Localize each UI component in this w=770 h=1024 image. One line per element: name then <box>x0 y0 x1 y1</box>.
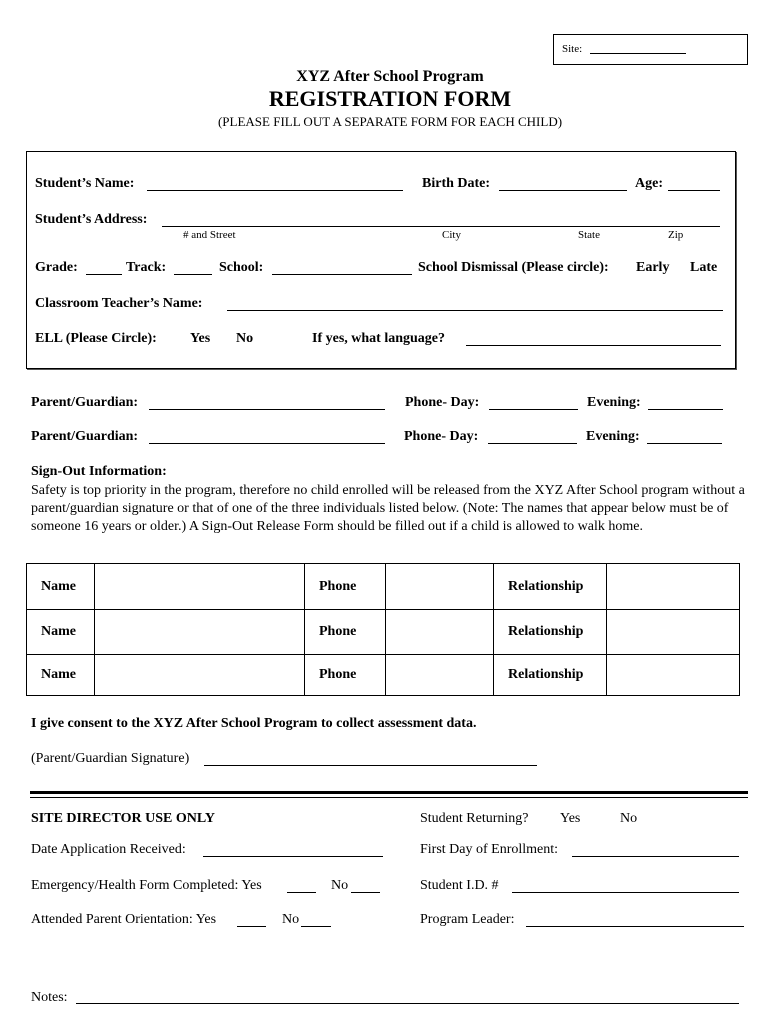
guardian-2-evening-field[interactable] <box>647 443 722 444</box>
student-name-field[interactable] <box>147 190 403 191</box>
orientation-label: Attended Parent Orientation: Yes <box>31 912 217 927</box>
relationship-input-cell[interactable] <box>607 564 740 610</box>
address-field[interactable] <box>162 226 720 227</box>
grade-label: Grade: <box>35 260 78 275</box>
phone-input-cell[interactable] <box>386 655 494 696</box>
track-field[interactable] <box>174 274 212 275</box>
name-input-cell[interactable] <box>95 610 305 655</box>
date-received-field[interactable] <box>203 856 383 857</box>
zip-hint: Zip <box>668 229 684 241</box>
orientation-yes-field[interactable] <box>237 926 266 927</box>
returning-yes-option[interactable]: Yes <box>560 811 581 826</box>
returning-no-option[interactable]: No <box>620 811 638 826</box>
signout-row <box>27 655 740 696</box>
birth-date-field[interactable] <box>499 190 627 191</box>
name-cell-label: Name <box>27 564 95 610</box>
dismissal-late-option[interactable]: Late <box>690 260 718 275</box>
emergency-no-label: No <box>331 878 349 893</box>
phone-cell-label: Phone <box>305 655 386 696</box>
guardian-1-evening-field[interactable] <box>648 409 723 410</box>
relationship-cell-label: Relationship <box>494 564 607 610</box>
dismissal-early-option[interactable]: Early <box>636 260 670 275</box>
signature-field[interactable] <box>204 765 537 766</box>
age-field[interactable] <box>668 190 720 191</box>
relationship-input-cell[interactable] <box>607 655 740 696</box>
phone-cell-label: Phone <box>305 564 386 610</box>
guardian-2-evening-label: Evening: <box>586 429 640 444</box>
site-box <box>553 34 748 65</box>
guardian-1-field[interactable] <box>149 409 385 410</box>
orientation-no-label: No <box>282 912 300 927</box>
date-received-label: Date Application Received: <box>31 842 186 857</box>
teacher-label: Classroom Teacher’s Name: <box>35 296 203 311</box>
phone-input-cell[interactable] <box>386 564 494 610</box>
program-leader-label: Program Leader: <box>420 912 515 927</box>
phone-input-cell[interactable] <box>386 610 494 655</box>
student-id-label: Student I.D. # <box>420 878 499 893</box>
ell-no-option[interactable]: No <box>236 331 254 346</box>
grade-field[interactable] <box>86 274 122 275</box>
student-id-field[interactable] <box>512 892 739 893</box>
form-subtitle: (PLEASE FILL OUT A SEPARATE FORM FOR EACH CHILD) <box>217 114 563 129</box>
emergency-label: Emergency/Health Form Completed: Yes <box>31 878 262 893</box>
signout-table <box>26 563 740 696</box>
signout-text: Safety is top priority in the program, therefore no child enrolled will be released from the XYZ After School program without a parent/guardian signature or that of one of the three individuals listed below. (Note: The names that appear below must be of someone 16 years or older.) A Sign-Out Release Form should be filled out if a child is allowed to walk home. <box>31 483 745 534</box>
consent-text: I give consent to the XYZ After School Program to collect assessment data. <box>31 716 477 731</box>
city-hint: City <box>442 229 461 241</box>
form-title: REGISTRATION FORM <box>268 86 512 111</box>
first-day-field[interactable] <box>572 856 739 857</box>
relationship-input-cell[interactable] <box>607 610 740 655</box>
student-name-label: Student’s Name: <box>35 176 135 191</box>
signature-label: (Parent/Guardian Signature) <box>31 751 190 766</box>
signout-heading: Sign-Out Information: <box>31 464 167 479</box>
site-field[interactable] <box>590 53 686 54</box>
emergency-yes-field[interactable] <box>287 892 316 893</box>
address-label: Student’s Address: <box>35 212 148 227</box>
section-divider-thin <box>30 797 748 798</box>
first-day-label: First Day of Enrollment: <box>420 842 559 857</box>
notes-label: Notes: <box>31 990 68 1005</box>
guardian-2-phone-field[interactable] <box>488 443 577 444</box>
guardian-1-evening-label: Evening: <box>587 395 641 410</box>
teacher-field[interactable] <box>227 310 723 311</box>
guardian-1-label: Parent/Guardian: <box>31 395 139 410</box>
director-heading: SITE DIRECTOR USE ONLY <box>31 811 216 826</box>
school-field[interactable] <box>272 274 412 275</box>
guardian-1-phone-field[interactable] <box>489 409 578 410</box>
orientation-no-field[interactable] <box>301 926 331 927</box>
name-cell-label: Name <box>27 655 95 696</box>
signout-row <box>27 610 740 655</box>
guardian-2-phone-label: Phone- Day: <box>404 429 479 444</box>
relationship-cell-label: Relationship <box>494 655 607 696</box>
returning-label: Student Returning? <box>420 811 529 826</box>
school-label: School: <box>219 260 264 275</box>
guardian-1-phone-label: Phone- Day: <box>405 395 480 410</box>
ell-label: ELL (Please Circle): <box>35 331 157 346</box>
ell-yes-option[interactable]: Yes <box>190 331 211 346</box>
signout-row <box>27 564 740 610</box>
site-label: Site: <box>562 43 583 55</box>
phone-cell-label: Phone <box>305 610 386 655</box>
program-leader-field[interactable] <box>526 926 744 927</box>
guardian-2-field[interactable] <box>149 443 385 444</box>
emergency-no-field[interactable] <box>351 892 380 893</box>
dismissal-label: School Dismissal (Please circle): <box>418 260 609 275</box>
track-label: Track: <box>126 260 167 275</box>
name-input-cell[interactable] <box>95 655 305 696</box>
name-input-cell[interactable] <box>95 564 305 610</box>
language-field[interactable] <box>466 345 721 346</box>
name-cell-label: Name <box>27 610 95 655</box>
age-label: Age: <box>635 176 663 191</box>
program-name: XYZ After School Program <box>296 68 484 85</box>
section-divider-thick <box>30 791 748 794</box>
notes-field[interactable] <box>76 1003 739 1004</box>
street-hint: # and Street <box>183 229 236 241</box>
state-hint: State <box>578 229 600 241</box>
relationship-cell-label: Relationship <box>494 610 607 655</box>
guardian-2-label: Parent/Guardian: <box>31 429 139 444</box>
birth-date-label: Birth Date: <box>422 176 491 191</box>
language-label: If yes, what language? <box>312 331 446 346</box>
